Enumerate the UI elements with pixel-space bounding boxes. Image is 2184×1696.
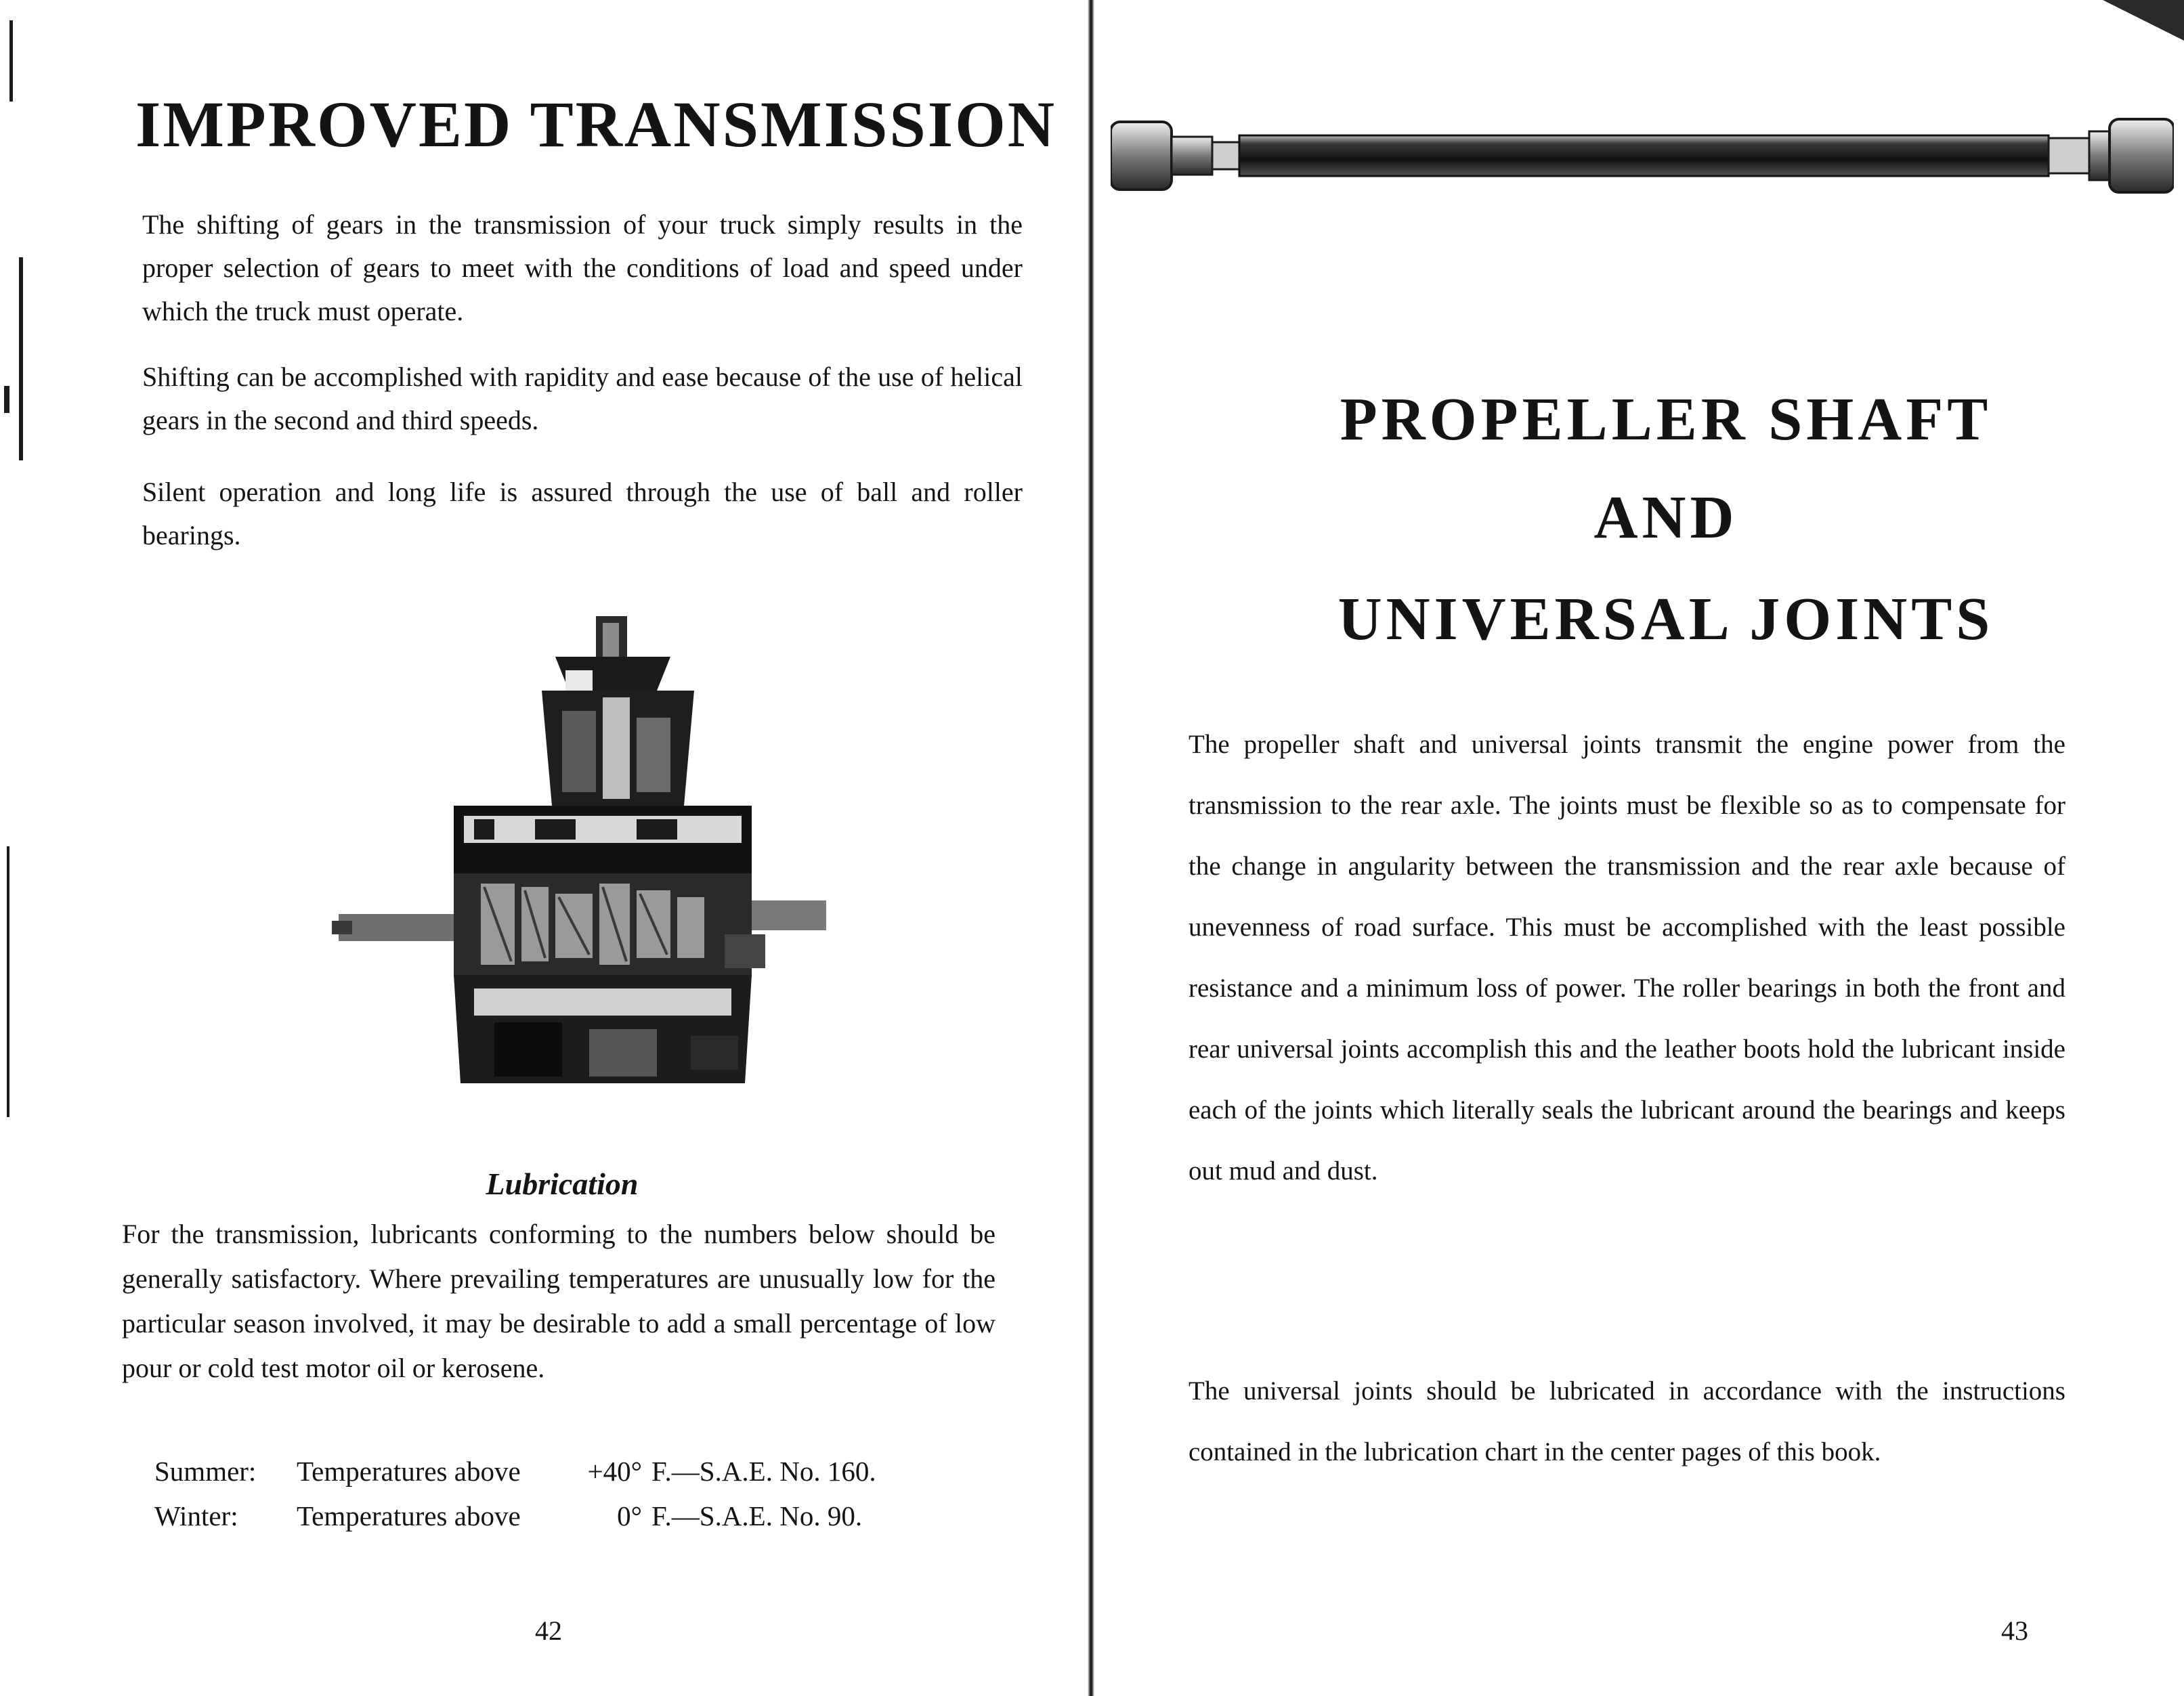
propeller-shaft-illustration (1111, 115, 2174, 196)
transmission-cutaway-illustration (318, 616, 860, 1090)
spec-row (154, 1449, 876, 1494)
spec-row (154, 1494, 876, 1538)
spec-season: Summer: (154, 1456, 257, 1487)
lubrication-heading: Lubrication (486, 1167, 639, 1201)
spec-description: Temperatures above (297, 1500, 521, 1531)
page-edge-mark (9, 20, 13, 102)
paragraph: The universal joints should be lubricated in accordance with the instructions contained in the lubrication chart in the center pages of this book. (1189, 1376, 2065, 1466)
lubrication-paragraph: For the transmission, lubricants conforming to the numbers below should be generally satisfactory. Where prevailing temperatures are unusually low for the particular season involved, it may be desirable to add a small percentage of low pour or cold test motor oil or kerosene. (122, 1219, 995, 1383)
spec-sae-grade: F.—S.A.E. No. 90. (651, 1500, 863, 1531)
spec-temperature: 0° (617, 1500, 642, 1531)
page-number: 43 (2001, 1615, 2028, 1646)
lubricant-spec-table (154, 1449, 876, 1538)
page-title: AND (1593, 484, 1738, 551)
paragraph: The propeller shaft and universal joints transmit the engine power from the transmission to the rear axle. The joints must be flexible so as to compensate for the change in angularity between the transmission and the rear axle because of unevenness of road surface. This must be accomplished with the least possible resistance and a minimum loss of power. The roller bearings in both the front and rear universal joints accomplish this and the leather boots hold the lubricant inside each of the joints which literally seals the lubricant around the bearings and keeps out mud and dust. (1189, 730, 2065, 1186)
spec-sae-grade: F.—S.A.E. No. 160. (651, 1456, 876, 1487)
page-edge-mark (4, 386, 9, 413)
page-number: 42 (535, 1615, 562, 1646)
paragraph: Silent operation and long life is assured through the use of ball and roller bearings. (142, 477, 1023, 550)
page-corner-shadow (2103, 0, 2184, 54)
page-title: UNIVERSAL JOINTS (1337, 586, 1994, 653)
page-title: IMPROVED TRANSMISSION (135, 88, 1057, 160)
paragraph: Shifting can be accomplished with rapidity and ease because of the use of helical gears in the second and third speeds. (142, 362, 1023, 435)
spec-description: Temperatures above (297, 1456, 521, 1487)
paragraph: The shifting of gears in the transmission of your truck simply results in the proper selection of gears to meet with the conditions of load and speed under which the truck must operate. (142, 209, 1023, 326)
spec-temperature: +40° (587, 1456, 642, 1487)
page-edge-mark (19, 257, 23, 460)
page-title: PROPELLER SHAFT (1340, 386, 1992, 453)
page-edge-mark (7, 846, 9, 1117)
spec-season: Winter: (154, 1500, 238, 1531)
